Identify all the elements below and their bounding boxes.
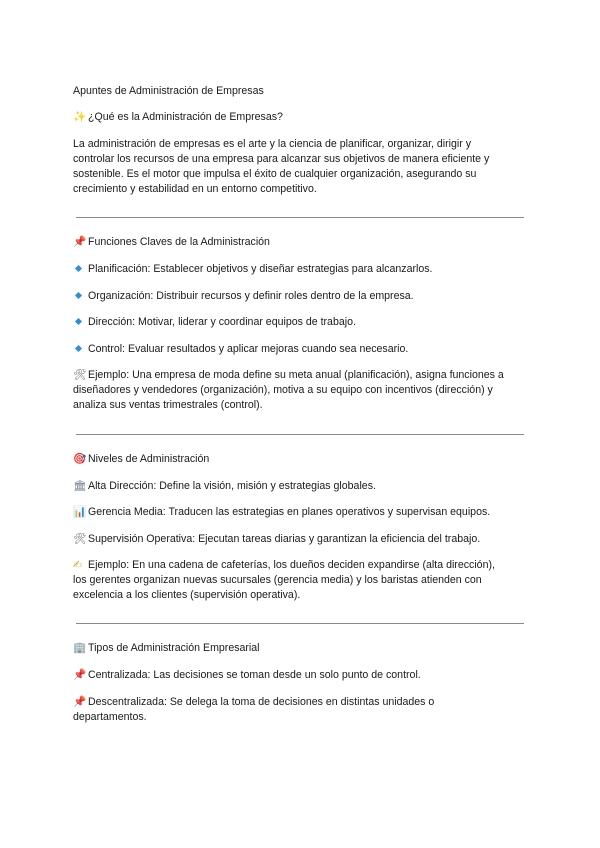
classical-building-icon: 🏛 xyxy=(73,480,87,492)
bar-chart-icon: 📊 xyxy=(73,506,87,518)
section-divider xyxy=(76,623,524,624)
intro-heading xyxy=(73,110,533,125)
list-item-text: Control: Evaluar resultados y aplicar mejoras cuando sea necesario. xyxy=(88,343,409,355)
list-item-text: departamentos. xyxy=(73,711,147,723)
office-building-icon: 🏢 xyxy=(73,642,87,654)
document-title: Apuntes de Administración de Empresas xyxy=(73,85,264,97)
niveles-heading-text: Niveles de Administración xyxy=(88,453,210,465)
pushpin-icon: 📌 xyxy=(73,236,87,248)
writing-hand-icon: ✍ xyxy=(73,559,82,571)
list-item-text: Centralizada: Las decisiones se toman desde un solo punto de control. xyxy=(88,669,421,681)
list-item-text: Descentralizada: Se delega la toma de decisiones en distintas unidades o xyxy=(88,696,435,708)
sparkles-icon: ✨ xyxy=(73,111,87,123)
list-item xyxy=(73,315,533,330)
funciones-heading xyxy=(73,235,533,250)
section-divider xyxy=(76,434,524,435)
blue-diamond-icon xyxy=(75,292,82,299)
intro-paragraph xyxy=(73,137,533,197)
funciones-example xyxy=(73,368,533,413)
list-item xyxy=(73,668,533,683)
list-item xyxy=(73,695,533,725)
section-divider xyxy=(76,217,524,218)
blue-diamond-icon xyxy=(75,265,82,272)
target-icon: 🎯 xyxy=(73,453,87,465)
list-item-text: Supervisión Operativa: Ejecutan tareas diarias y garantizan la eficiencia del trabajo. xyxy=(88,533,481,545)
list-item xyxy=(73,342,533,357)
list-item xyxy=(73,532,533,547)
blue-diamond-icon xyxy=(75,345,82,352)
intro-line: La administración de empresas es el arte y la ciencia de planificar, organizar, dirigir y xyxy=(73,138,472,150)
example-line: Ejemplo: Una empresa de moda define su meta anual (planificación), asigna funciones a xyxy=(88,369,504,381)
list-item xyxy=(73,262,533,277)
tipos-heading-text: Tipos de Administración Empresarial xyxy=(88,642,260,654)
intro-heading-text: ¿Qué es la Administración de Empresas? xyxy=(88,111,283,123)
example-line: Ejemplo: En una cadena de cafeterías, los dueños deciden expandirse (alta dirección), xyxy=(88,559,495,571)
list-item-text: Gerencia Media: Traducen las estrategias en planes operativos y supervisan equipos. xyxy=(88,506,491,518)
list-item xyxy=(73,479,533,494)
example-line: diseñadores y vendedores (organización), motiva a su equipo con incentivos (dirección) y xyxy=(73,384,493,396)
list-item-text: Organización: Distribuir recursos y definir roles dentro de la empresa. xyxy=(88,290,414,302)
example-line: excelencia a los clientes (supervisión operativa). xyxy=(73,589,301,601)
pushpin-icon: 📌 xyxy=(73,696,87,708)
intro-line: crecimiento y estabilidad en un entorno competitivo. xyxy=(73,183,317,195)
list-item-text: Alta Dirección: Define la visión, misión y estrategias globales. xyxy=(88,480,376,492)
intro-line: controlar los recursos de una empresa para alcanzar sus objetivos de manera eficiente y xyxy=(73,153,490,165)
blue-diamond-icon xyxy=(75,318,82,325)
intro-line: sostenible. Es el motor que impulsa el éxito de cualquier organización, asegurando su xyxy=(73,168,477,180)
pushpin-icon: 📌 xyxy=(73,669,87,681)
list-item xyxy=(73,505,533,520)
example-line: los gerentes organizan nuevas sucursales (gerencia media) y los baristas atienden con xyxy=(73,574,482,586)
example-line: analiza sus ventas trimestrales (control). xyxy=(73,399,263,411)
funciones-heading-text: Funciones Claves de la Administración xyxy=(88,236,270,248)
list-item-text: Planificación: Establecer objetivos y diseñar estrategias para alcanzarlos. xyxy=(88,263,433,275)
hammer-wrench-icon: 🛠 xyxy=(73,533,87,545)
niveles-example xyxy=(73,558,533,603)
niveles-heading xyxy=(73,452,533,467)
list-item xyxy=(73,289,533,304)
tipos-heading xyxy=(73,641,533,656)
hammer-wrench-icon: 🛠 xyxy=(73,369,87,381)
list-item-text: Dirección: Motivar, liderar y coordinar equipos de trabajo. xyxy=(88,316,356,328)
